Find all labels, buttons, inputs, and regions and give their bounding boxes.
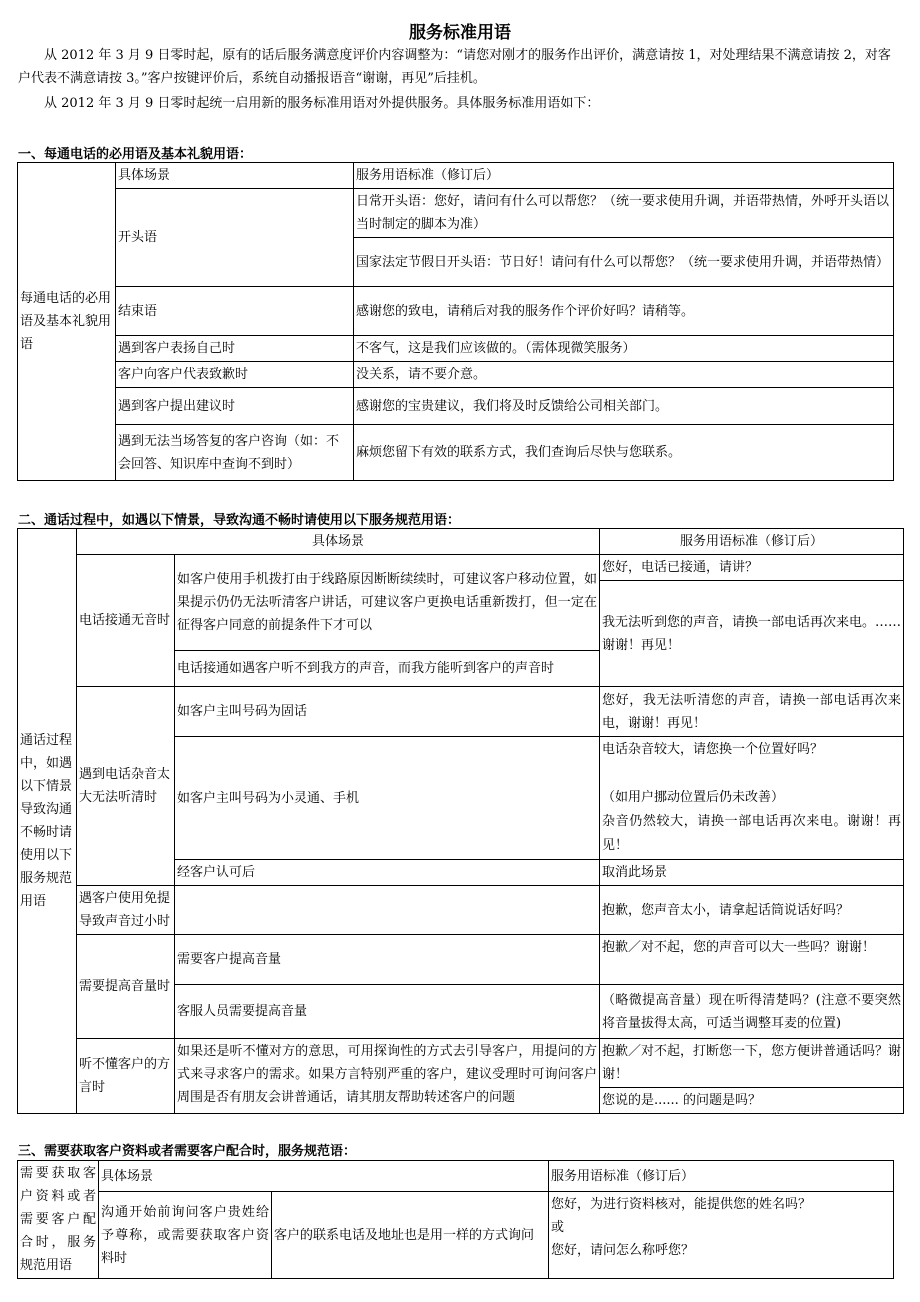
- standard-cell: 感谢您的宝贵建议，我们将及时反馈给公司相关部门。: [354, 388, 894, 425]
- standard-cell: 日常开头语：您好，请问有什么可以帮您？（统一要求使用升调，并语带热情，外呼开头语以当时制定的脚本为准）: [354, 189, 894, 238]
- col-header-standard: 服务用语标准（修订后）: [354, 163, 894, 189]
- standard-line: 或: [551, 1220, 565, 1236]
- scene-detail: 经客户认可后: [175, 860, 600, 886]
- standard-cell: 抱歉，您声音太小，请拿起话筒说话好吗？: [600, 886, 904, 935]
- scene-cell: 开头语: [116, 189, 354, 287]
- standard-line: 您好，请问怎么称呼您？: [551, 1243, 695, 1259]
- standard-cell: 您好，电话已接通，请讲？: [600, 555, 904, 581]
- scene-detail: 客户的联系电话及地址也是用一样的方式询问: [272, 1192, 549, 1279]
- scene-cell: 遇到客户表扬自己时: [116, 336, 354, 362]
- section-2-heading: 二、通话过程中，如遇以下情景，导致沟通不畅时请使用以下服务规范用语：: [18, 513, 461, 528]
- standard-line: （如用户挪动位置后仍未改善）: [602, 790, 785, 805]
- section-3-table: [17, 1160, 894, 1279]
- scene-cell: 遇到无法当场答复的客户咨询（如：不会回答、知识库中查询不到时）: [116, 425, 354, 481]
- standard-cell: 不客气，这是我们应该做的。（需体现微笑服务）: [354, 336, 894, 362]
- scene-detail: 电话接通如遇客户听不到我方的声音，而我方能听到客户的声音时: [175, 651, 600, 687]
- col-header-standard: 服务用语标准（修订后）: [549, 1161, 894, 1192]
- section-3-category: 需要获取客户资料或者需要客户配合时，服务规范用语: [18, 1161, 99, 1279]
- standard-line: 电话杂音较大，请您换一个位置好吗？: [602, 742, 824, 757]
- section-2-table: [17, 528, 904, 1114]
- section-3-heading: 三、需要获取客户资料或者需要客户配合时，服务规范语：: [18, 1144, 357, 1159]
- scene-detail: 如客户主叫号码为固话: [175, 687, 600, 737]
- standard-cell: 您好，我无法听清您的声音，请换一部电话再次来电，谢谢！再见！: [600, 687, 904, 737]
- scene-group: 遇客户使用免提导致声音过小时: [77, 886, 175, 935]
- standard-cell: 抱歉／对不起，打断您一下，您方便讲普通话吗？谢谢！: [600, 1039, 904, 1088]
- standard-cell: 国家法定节假日开头语：节日好！请问有什么可以帮您？（统一要求使用升调，并语带热情）: [354, 238, 894, 287]
- standard-cell: 您说的是...... 的问题是吗？: [600, 1088, 904, 1114]
- standard-cell: 抱歉／对不起，您的声音可以大一些吗？谢谢！: [600, 935, 904, 985]
- scene-detail-empty: [175, 886, 600, 935]
- standard-cell: 取消此场景: [600, 860, 904, 886]
- col-header-standard: 服务用语标准（修订后）: [600, 529, 904, 555]
- scene-detail: 如果还是听不懂对方的意思，可用探询性的方式去引导客户，用提问的方式来寻求客户的需求。如果方言特别严重的客户，建议受理时可询问客户周围是否有朋友会讲普通话，请其朋友帮助转述客户的问题: [175, 1039, 600, 1114]
- standard-cell: 我无法听到您的声音，请换一部电话再次来电。……谢谢！再见！: [600, 581, 904, 687]
- col-header-scene: 具体场景: [116, 163, 354, 189]
- standard-cell: 感谢您的致电，请稍后对我的服务作个评价好吗？请稍等。: [354, 287, 894, 336]
- section-1-table: [17, 162, 894, 481]
- scene-detail: 需要客户提高音量: [175, 935, 600, 985]
- standard-cell: [600, 737, 904, 860]
- scene-detail: 客服人员需要提高音量: [175, 985, 600, 1039]
- col-header-scene: 具体场景: [77, 529, 600, 555]
- scene-cell: 沟通开始前询问客户贵姓给予尊称，或需要获取客户资料时: [99, 1192, 272, 1279]
- scene-detail: 如客户使用手机拨打由于线路原因断断续续时，可建议客户移动位置，如果提示仍仍无法听清客户讲话，可建议客户更换电话重新拨打，但一定在征得客户同意的前提条件下才可以: [175, 555, 600, 651]
- standard-cell: （略微提高音量）现在听得清楚吗？(注意不要突然将音量拔得太高，可适当调整耳麦的位置): [600, 985, 904, 1039]
- scene-cell: 客户向客户代表致歉时: [116, 362, 354, 388]
- scene-group: 电话接通无音时: [77, 555, 175, 687]
- section-1-category: 每通电话的必用语及基本礼貌用语: [18, 163, 116, 481]
- standard-cell: [549, 1192, 894, 1279]
- scene-cell: 遇到客户提出建议时: [116, 388, 354, 425]
- intro-paragraph-1: 从 2012 年 3 月 9 日零时起，原有的话后服务满意度评价内容调整为：“请您对刚才的服务作出评价，满意请按 1，对处理结果不满意请按 2，对客户代表不满意请按 3。”客户按键评价后，系统自动播报语音“谢谢，再见”后挂机。: [18, 48, 891, 86]
- scene-group: 听不懂客户的方言时: [77, 1039, 175, 1114]
- intro-paragraph-2: 从 2012 年 3 月 9 日零时起统一启用新的服务标准用语对外提供服务。具体服务标准用语如下：: [44, 96, 600, 111]
- col-header-scene: 具体场景: [99, 1161, 549, 1192]
- scene-group: 遇到电话杂音太大无法听清时: [77, 687, 175, 886]
- scene-group: 需要提高音量时: [77, 935, 175, 1039]
- section-2-category: 通话过程中，如遇以下情景导致沟通不畅时请使用以下服务规范用语: [18, 529, 77, 1114]
- standard-cell: 没关系，请不要介意。: [354, 362, 894, 388]
- section-1-heading: 一、每通电话的必用语及基本礼貌用语：: [18, 147, 253, 162]
- standard-line: 杂音仍然较大，请换一部电话再次来电。谢谢！再见！: [602, 814, 902, 853]
- scene-cell: 结束语: [116, 287, 354, 336]
- standard-line: 您好，为进行资料核对，能提供您的姓名吗？: [551, 1197, 812, 1213]
- page-title: 服务标准用语: [409, 23, 511, 43]
- scene-detail: 如客户主叫号码为小灵通、手机: [175, 737, 600, 860]
- standard-cell: 麻烦您留下有效的联系方式，我们查询后尽快与您联系。: [354, 425, 894, 481]
